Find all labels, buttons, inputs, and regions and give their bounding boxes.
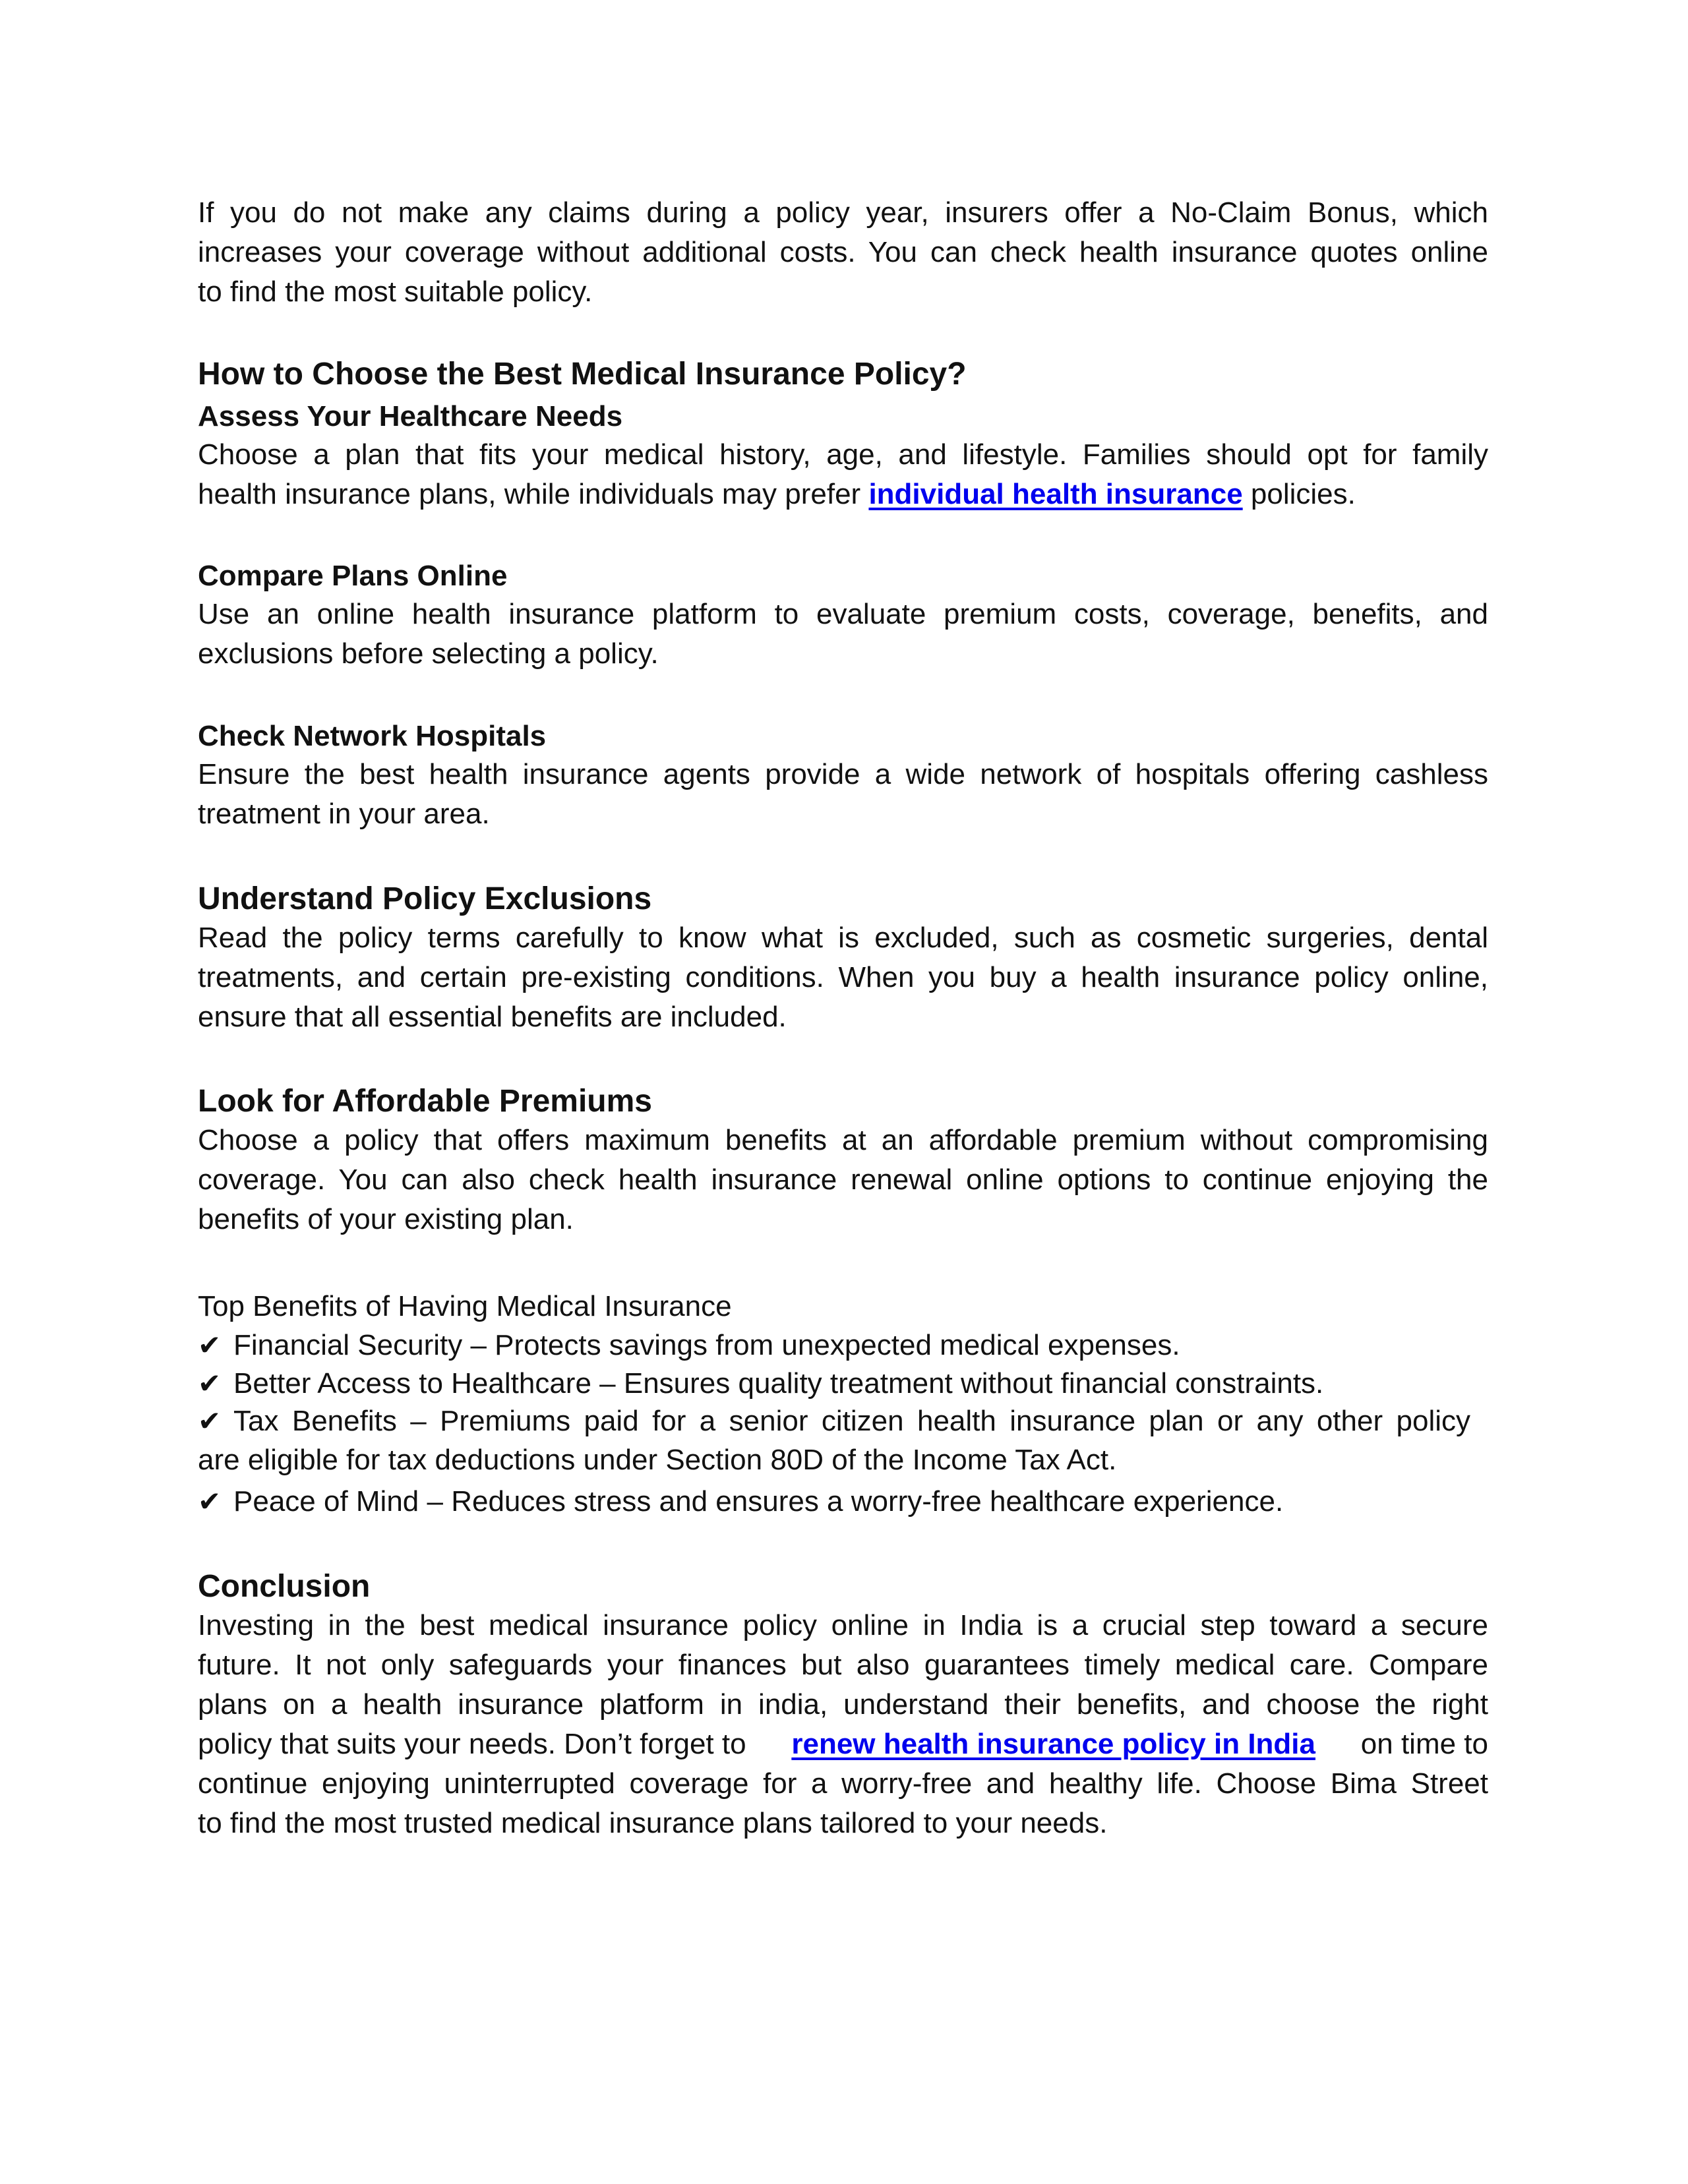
benefit-text: Peace of Mind – Reduces stress and ensures a worry-free healthcare experience. bbox=[233, 1485, 1284, 1518]
conclusion-line-4 bbox=[198, 1725, 1488, 1764]
benefit-item-peace-of-mind bbox=[198, 1482, 1283, 1521]
exclusions-line-3: ensure that all essential benefits are included. bbox=[198, 1001, 787, 1033]
assess-line-1: Choose a plan that fits your medical history, age, and lifestyle. Families should opt for family bbox=[198, 438, 1488, 471]
subheading-assess-needs: Assess Your Healthcare Needs bbox=[198, 400, 623, 432]
conclusion-line-5: continue enjoying uninterrupted coverage for a worry-free and healthy life. Choose Bima Street bbox=[198, 1767, 1488, 1800]
checkmark-icon: ✔ bbox=[198, 1405, 222, 1437]
exclusions-line-2: treatments, and certain pre-existing conditions. When you buy a health insurance policy online, bbox=[198, 961, 1488, 993]
intro-line-1: If you do not make any claims during a policy year, insurers offer a No-Claim Bonus, which bbox=[198, 196, 1488, 229]
benefit-text: Financial Security – Protects savings from unexpected medical expenses. bbox=[233, 1329, 1180, 1361]
compare-line-2: exclusions before selecting a policy. bbox=[198, 637, 659, 670]
assess-line-2 bbox=[198, 475, 1356, 514]
conclusion-line-2: future. It not only safeguards your finances but also guarantees timely medical care. Compare bbox=[198, 1649, 1488, 1681]
subheading-compare-plans: Compare Plans Online bbox=[198, 560, 508, 592]
network-line-2: treatment in your area. bbox=[198, 798, 490, 830]
benefit-text: Tax Benefits – Premiums paid for a senior citizen health insurance plan or any other policy bbox=[233, 1405, 1470, 1437]
section-title-conclusion: Conclusion bbox=[198, 1569, 371, 1604]
checkmark-icon: ✔ bbox=[198, 1329, 222, 1361]
benefit-item-tax-benefits bbox=[198, 1402, 1470, 1441]
intro-line-3: to find the most suitable policy. bbox=[198, 276, 593, 308]
conclusion-line-1: Investing in the best medical insurance policy online in India is a crucial step toward a secure bbox=[198, 1609, 1488, 1641]
benefit-text: Better Access to Healthcare – Ensures quality treatment without financial constraints. bbox=[233, 1367, 1324, 1400]
premiums-line-1: Choose a policy that offers maximum benefits at an affordable premium without compromising bbox=[198, 1124, 1488, 1156]
benefits-heading: Top Benefits of Having Medical Insurance bbox=[198, 1290, 732, 1322]
exclusions-line-1: Read the policy terms carefully to know what is excluded, such as cosmetic surgeries, dental bbox=[198, 922, 1488, 954]
section-title-exclusions: Understand Policy Exclusions bbox=[198, 881, 652, 916]
conclusion-line-4-end: on time to bbox=[1352, 1728, 1488, 1760]
benefit-item-better-access bbox=[198, 1364, 1323, 1403]
section-title-how-to-choose: How to Choose the Best Medical Insurance Policy? bbox=[198, 357, 967, 392]
subheading-network-hospitals: Check Network Hospitals bbox=[198, 720, 547, 752]
conclusion-line-6: to find the most trusted medical insurance plans tailored to your needs. bbox=[198, 1807, 1108, 1839]
assess-line-2-text: health insurance plans, while individuals may prefer bbox=[198, 478, 869, 510]
checkmark-icon: ✔ bbox=[198, 1367, 222, 1400]
conclusion-line-3: plans on a health insurance platform in india, understand their benefits, and choose the right bbox=[198, 1688, 1488, 1721]
premiums-line-2: coverage. You can also check health insurance renewal online options to continue enjoying the bbox=[198, 1164, 1488, 1196]
benefit-tax-continuation: are eligible for tax deductions under Section 80D of the Income Tax Act. bbox=[198, 1444, 1117, 1476]
intro-line-2: increases your coverage without additional costs. You can check health insurance quotes online bbox=[198, 236, 1488, 268]
section-title-premiums: Look for Affordable Premiums bbox=[198, 1084, 652, 1119]
benefit-item-financial-security bbox=[198, 1326, 1180, 1365]
premiums-line-3: benefits of your existing plan. bbox=[198, 1203, 574, 1235]
individual-health-insurance-link[interactable]: individual health insurance bbox=[868, 478, 1243, 510]
assess-line-2-end: policies. bbox=[1242, 478, 1356, 510]
checkmark-icon: ✔ bbox=[198, 1485, 222, 1518]
network-line-1: Ensure the best health insurance agents provide a wide network of hospitals offering cashless bbox=[198, 758, 1488, 790]
compare-line-1: Use an online health insurance platform to evaluate premium costs, coverage, benefits, and bbox=[198, 598, 1488, 630]
conclusion-line-4-text: policy that suits your needs. Don’t forget to bbox=[198, 1728, 754, 1760]
renew-health-insurance-link[interactable]: renew health insurance policy in India bbox=[791, 1728, 1315, 1760]
